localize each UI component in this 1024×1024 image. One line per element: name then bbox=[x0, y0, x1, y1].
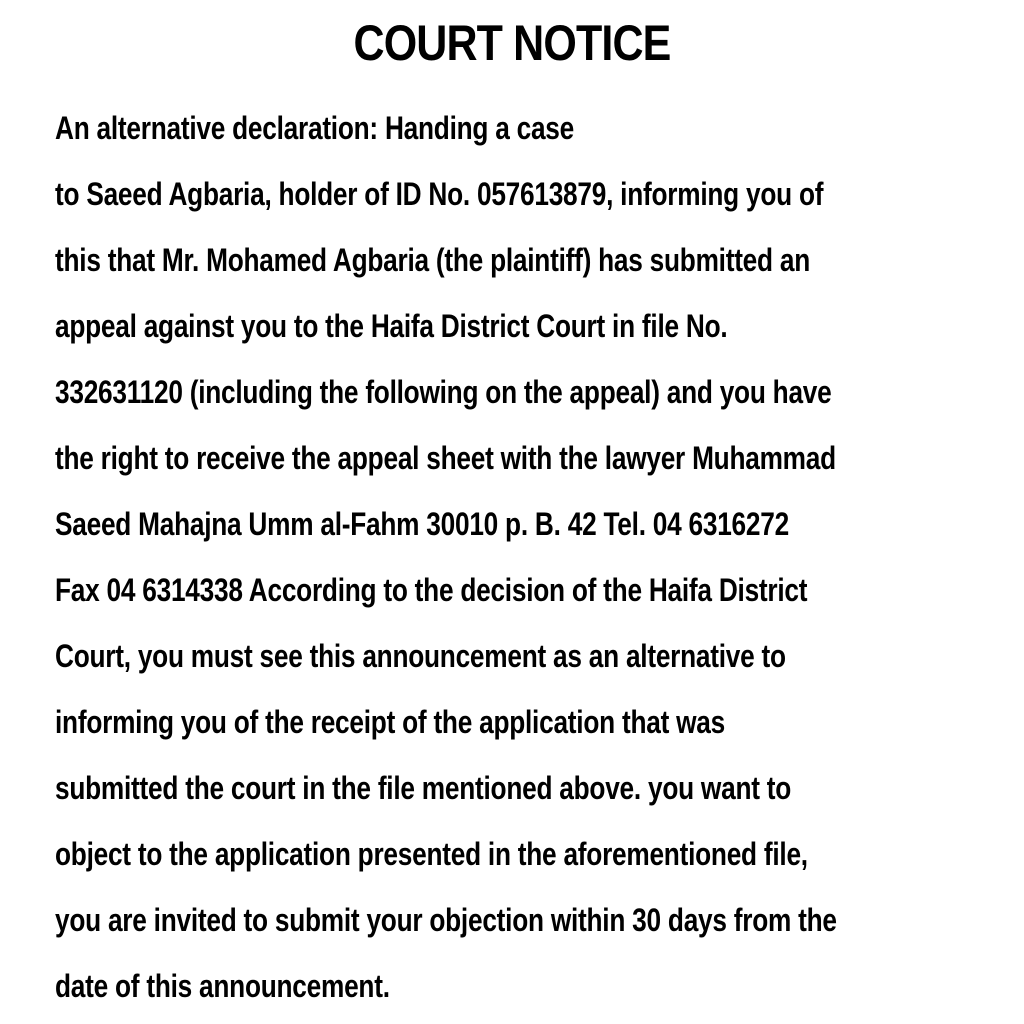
notice-line: An alternative declaration: Handing a case bbox=[55, 110, 575, 146]
notice-title: COURT NOTICE bbox=[353, 15, 671, 71]
notice-line: appeal against you to the Haifa District Court in file No. bbox=[55, 308, 728, 344]
notice-line: Fax 04 6314338 According to the decision of the Haifa District bbox=[55, 572, 808, 608]
notice-body bbox=[55, 95, 1024, 1019]
notice-line: you are invited to submit your objection within 30 days from the bbox=[55, 902, 837, 938]
notice-line: submitted the court in the file mentioned above. you want to bbox=[55, 770, 792, 806]
notice-line: date of this announcement. bbox=[55, 968, 390, 1004]
notice-line: this that Mr. Mohamed Agbaria (the plaintiff) has submitted an bbox=[55, 242, 810, 278]
notice-line: the right to receive the appeal sheet with the lawyer Muhammad bbox=[55, 440, 836, 476]
notice-line: 332631120 (including the following on the appeal) and you have bbox=[55, 374, 832, 410]
notice-line: Saeed Mahajna Umm al-Fahm 30010 p. B. 42 Tel. 04 6316272 bbox=[55, 506, 789, 542]
notice-line: informing you of the receipt of the application that was bbox=[55, 704, 725, 740]
notice-line: to Saeed Agbaria, holder of ID No. 057613879, informing you of bbox=[55, 176, 824, 212]
notice-line: object to the application presented in the aforementioned file, bbox=[55, 836, 808, 872]
notice-line: Court, you must see this announcement as an alternative to bbox=[55, 638, 786, 674]
